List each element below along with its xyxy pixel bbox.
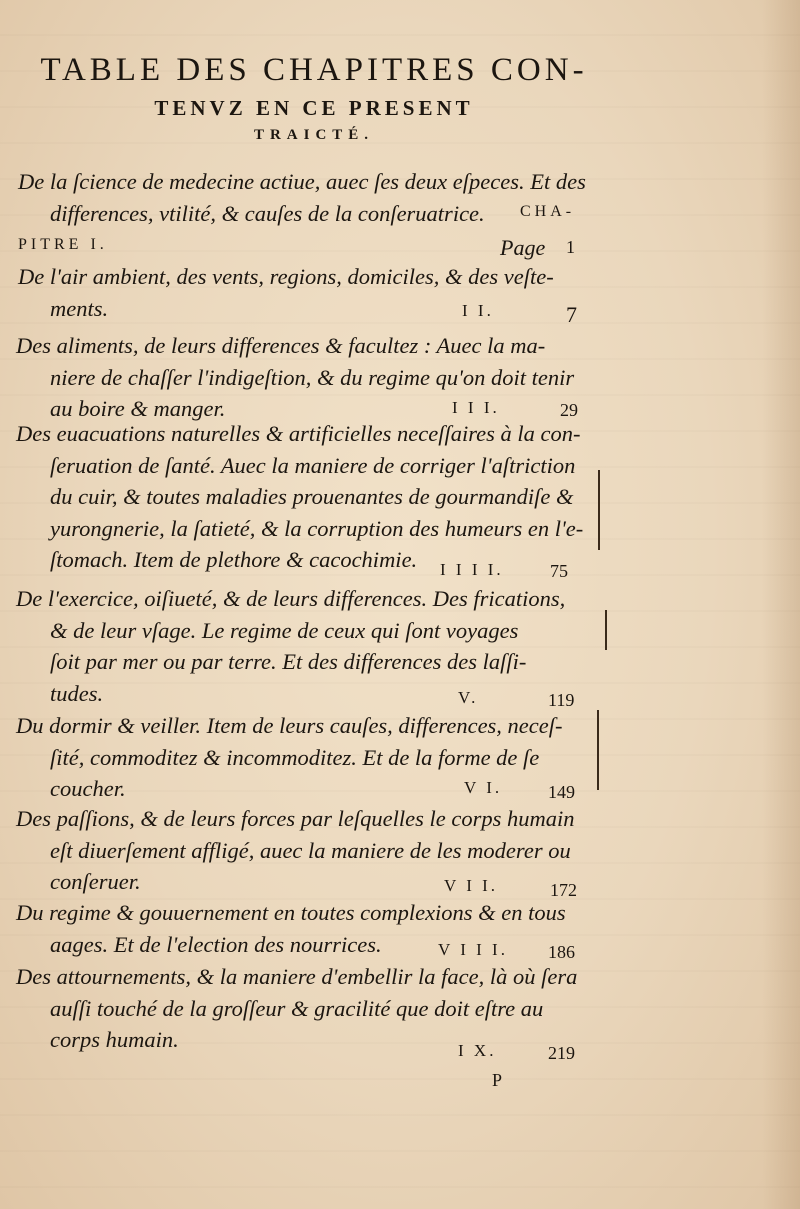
entry-text-line: & de leur vſage. Le regime de ceux qui ſont voyages	[50, 617, 519, 643]
toc-entry-6	[16, 710, 600, 805]
page-number: 7	[566, 302, 577, 327]
page-number: 172	[550, 880, 577, 900]
chapter-number: I I I.	[452, 398, 500, 417]
entry-text-line: du cuir, & toutes maladies prouenantes de gourmandiſe &	[50, 484, 574, 509]
chapter-number: I I I I.	[440, 560, 504, 579]
margin-line	[598, 470, 600, 550]
toc-entry-2	[16, 261, 600, 324]
entry-text-line: coucher.	[50, 776, 126, 801]
page-number: 119	[548, 690, 575, 710]
toc-entry-4	[16, 418, 600, 576]
entry-text-line: niere de chaſſer l'indigeſtion, & du regime qu'on doit tenir	[50, 364, 575, 390]
chapter-number: V I.	[464, 778, 503, 797]
margin-line	[597, 710, 599, 790]
table-title-line-3: TRAICTÉ.	[253, 127, 375, 143]
table-title-line-1: TABLE DES CHAPITRES CON-	[40, 52, 588, 88]
page-number: 149	[548, 782, 575, 802]
entry-text-line: auſſi touché de la groſſeur & gracilité que doit eſtre au	[50, 995, 544, 1021]
toc-entry-9	[16, 961, 600, 1056]
chapter-number: V.	[458, 688, 479, 707]
entry-text-line: Du dormir & veiller. Item de leurs cauſes, differences, neceſ-	[16, 713, 563, 738]
entry-text-line: corps humain.	[50, 1027, 179, 1052]
page-label: Page	[500, 235, 546, 260]
entry-text-line: ſoit par mer ou par terre. Et des differences des laſſi-	[50, 649, 527, 674]
entry-text-line: Des paſſions, & de leurs forces par leſquelles le corps humain	[16, 806, 575, 831]
entry-text-line: tudes.	[50, 680, 104, 706]
entry-text-line: De l'exercice, oiſiueté, & de leurs differences. Des frications,	[16, 586, 566, 611]
entry-text-line: Des euacuations naturelles & artificielles neceſſaires à la con-	[16, 421, 581, 446]
chapter-cha-label: CHA-	[520, 203, 576, 220]
page-number: 75	[550, 561, 568, 581]
entry-text-line: Du regime & gouuernement en toutes complexions & en tous	[16, 900, 566, 925]
toc-entry-5	[16, 583, 600, 709]
toc-entry-3	[16, 330, 600, 425]
entry-text-line: eſt diuerſement affligé, auec la maniere de les moderer ou	[50, 837, 571, 863]
entry-text-line: De la ſcience de medecine actiue, auec ſes deux eſpeces. Et des	[18, 169, 586, 194]
entry-text-line: Des aliments, de leurs differences & facultez : Auec la ma-	[16, 333, 546, 358]
entry-text-line: aages. Et de l'election des nourrices.	[50, 931, 382, 957]
page-edge-shadow	[762, 0, 800, 1209]
entry-text-line: conſeruer.	[50, 869, 141, 894]
toc-entry-8	[16, 897, 600, 960]
entry-text-line: De l'air ambient, des vents, regions, domiciles, & des veſte-	[18, 264, 554, 289]
entry-chapter-label: PITRE I.	[18, 236, 108, 253]
toc-entry-7	[16, 803, 600, 898]
chapter-number: I X.	[458, 1041, 497, 1060]
entry-text-line: ſtomach. Item de plethore & cacochimie.	[50, 547, 418, 572]
entry-text-line: ments.	[50, 295, 109, 321]
entry-text-line: ſité, commoditez & incommoditez. Et de la forme de ſe	[50, 744, 540, 770]
entry-text-line: ſeruation de ſanté. Auec la maniere de corriger l'aſtriction	[50, 452, 576, 478]
chapter-number: V I I I.	[438, 940, 508, 959]
page-number: 219	[548, 1043, 575, 1063]
page-number: 29	[560, 400, 578, 420]
page-number: 186	[548, 942, 575, 962]
entry-text-line: au boire & manger.	[50, 396, 226, 421]
entry-text-line: yurongnerie, la ſatieté, & la corruption des humeurs en l'e-	[50, 515, 584, 541]
entry-text-line: Des attournements, & la maniere d'embellir la face, là où ſera	[16, 964, 578, 989]
chapter-number: I I.	[462, 301, 494, 320]
margin-line	[605, 610, 607, 650]
entry-text-line: differences, vtilité, & cauſes de la conſeruatrice.	[50, 200, 485, 226]
chapter-number: V I I.	[444, 876, 499, 895]
page-number: 1	[566, 237, 575, 257]
signature-mark: P	[492, 1070, 503, 1090]
table-title-line-2: TENVZ EN CE PRESENT	[154, 96, 474, 120]
